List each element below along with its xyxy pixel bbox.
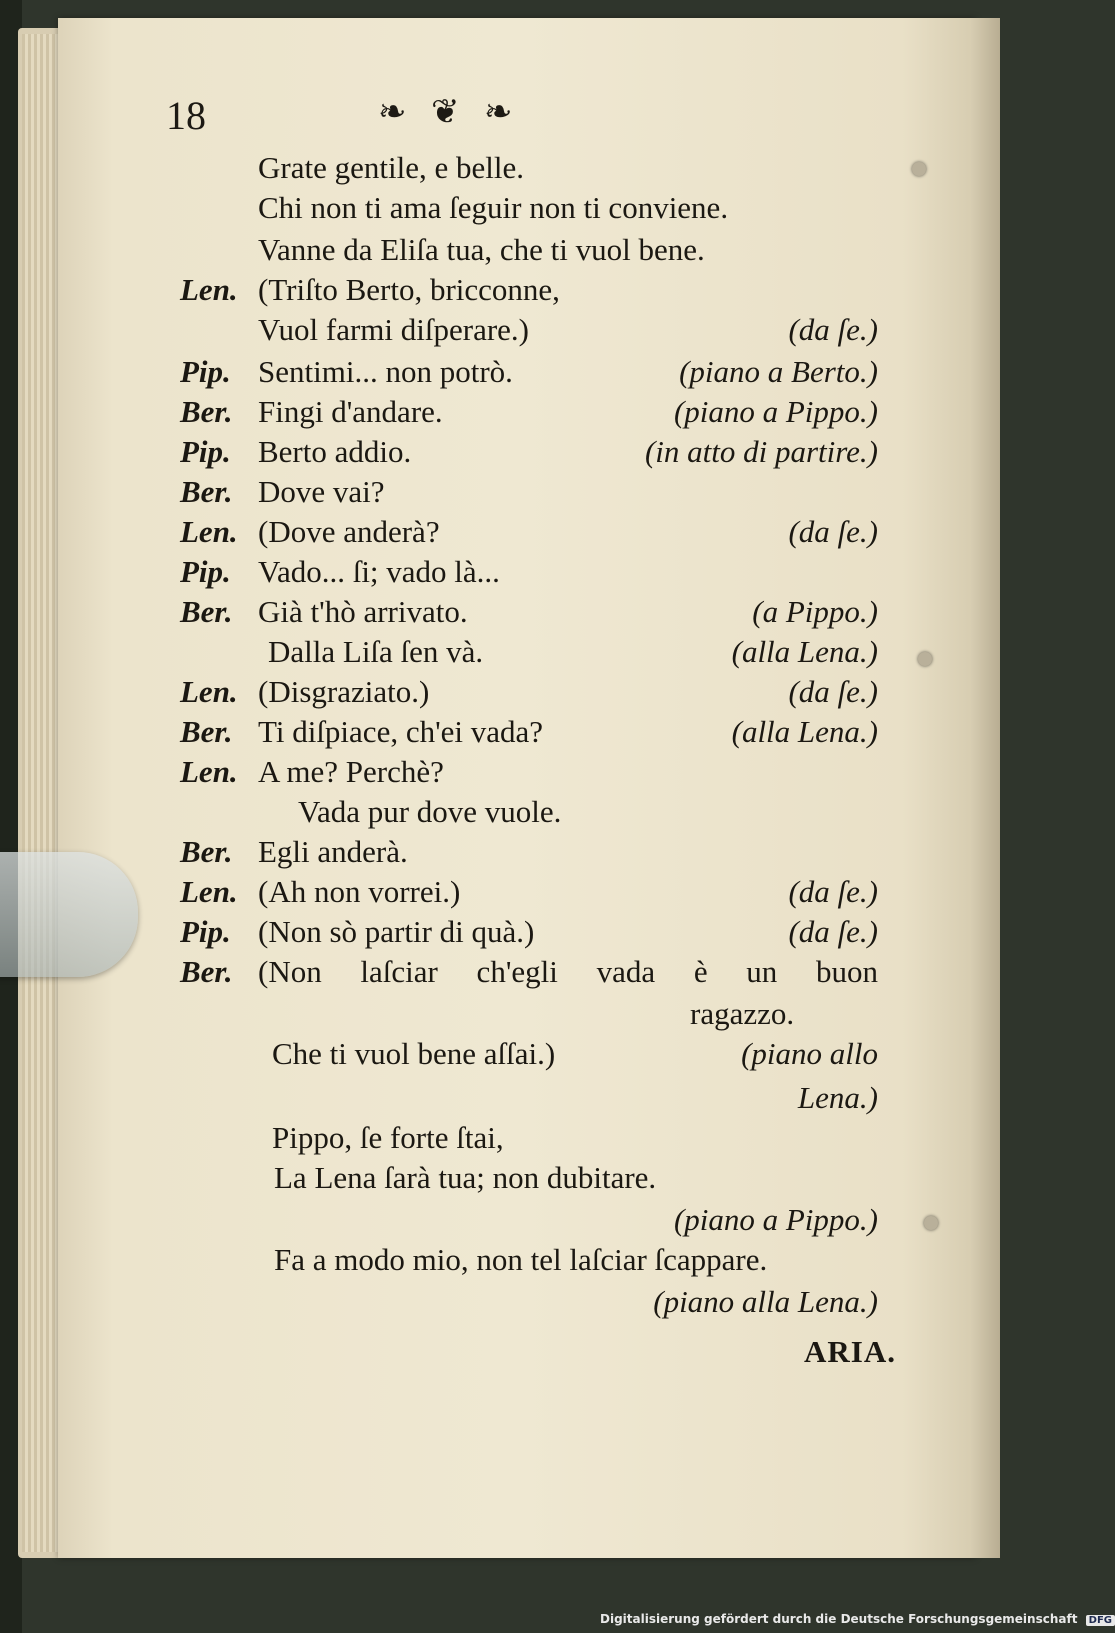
dialogue-line: Grate gentile, e belle. xyxy=(258,150,524,185)
page-clip xyxy=(0,852,138,977)
footer-text: Digitalisierung gefördert durch die Deutsche Forschungsgemeinschaft xyxy=(600,1612,1078,1626)
dialogue-line: Ti diſpiace, ch'ei vada? xyxy=(258,714,544,749)
header-ornament: ❧ ❦ ❧ xyxy=(378,94,521,131)
dialogue-line: (Non sò partir di quà.) xyxy=(258,914,535,949)
speaker-label: Ber. xyxy=(180,394,233,429)
stage-direction: (da ſe.) xyxy=(788,312,878,347)
stage-direction: (alla Lena.) xyxy=(731,634,878,669)
speaker-label: Len. xyxy=(180,272,238,307)
stage-direction: (da ſe.) xyxy=(788,914,878,949)
stage-direction: (piano alla Lena.) xyxy=(653,1284,878,1319)
speaker-label: Pip. xyxy=(180,354,231,389)
dialogue-line: La Lena ſarà tua; non dubitare. xyxy=(274,1160,657,1195)
catchword: ARIA. xyxy=(804,1334,896,1369)
stage-direction: (alla Lena.) xyxy=(731,714,878,749)
dialogue-line: Egli anderà. xyxy=(258,834,408,869)
speaker-label: Len. xyxy=(180,514,238,549)
speaker-label: Pip. xyxy=(180,914,231,949)
speaker-label: Len. xyxy=(180,874,238,909)
dialogue-line: Fingi d'andare. xyxy=(258,394,443,429)
stage-direction: Lena.) xyxy=(797,1080,878,1115)
stage-direction: (piano a Pippo.) xyxy=(673,394,878,429)
dialogue-line: Berto addio. xyxy=(258,434,412,469)
speaker-label: Ber. xyxy=(180,954,233,989)
stage-direction: (in atto di partire.) xyxy=(644,434,878,469)
dialogue-line: (Disgraziato.) xyxy=(258,674,430,709)
dialogue-line: Vanne da Eliſa tua, che ti vuol bene. xyxy=(258,232,705,267)
dialogue-line: Vada pur dove vuole. xyxy=(298,794,562,829)
dialogue-line: Chi non ti ama ſeguir non ti conviene. xyxy=(258,190,729,225)
dialogue-line: Già t'hò arrivato. xyxy=(258,594,468,629)
footer-credit xyxy=(600,1612,1115,1630)
stage-direction: (da ſe.) xyxy=(788,874,878,909)
binding-tack xyxy=(924,1216,938,1230)
dialogue-line: Pippo, ſe forte ſtai, xyxy=(272,1120,504,1155)
dfg-logo: DFG xyxy=(1086,1615,1115,1626)
dialogue-line: (Ah non vorrei.) xyxy=(258,874,461,909)
speaker-label: Pip. xyxy=(180,434,231,469)
dialogue-line: Fa a modo mio, non tel laſciar ſcappare. xyxy=(274,1242,768,1277)
dialogue-line: Vuol farmi diſperare.) xyxy=(258,312,529,347)
speaker-label: Len. xyxy=(180,674,238,709)
dialogue-line: ragazzo. xyxy=(690,996,795,1031)
stage-direction: (da ſe.) xyxy=(788,514,878,549)
stage-direction: (da ſe.) xyxy=(788,674,878,709)
dialogue-line: Che ti vuol bene aſſai.) xyxy=(272,1036,556,1071)
dialogue-line: Sentimi... non potrò. xyxy=(258,354,513,389)
dialogue-line: (Non laſciar ch'egli vada è un buon xyxy=(258,954,878,989)
dialogue-line: Vado... ſi; vado là... xyxy=(258,554,500,589)
dialogue-line: (Triſto Berto, bricconne, xyxy=(258,272,560,307)
speaker-label: Len. xyxy=(180,754,238,789)
speaker-label: Ber. xyxy=(180,474,233,509)
page-gutter xyxy=(970,18,1000,1558)
binding-tack xyxy=(918,652,932,666)
speaker-label: Pip. xyxy=(180,554,231,589)
speaker-label: Ber. xyxy=(180,834,233,869)
speaker-label: Ber. xyxy=(180,714,233,749)
page-number: 18 xyxy=(166,93,206,138)
stage-direction: (piano allo xyxy=(741,1036,878,1071)
stage-direction: (piano a Berto.) xyxy=(679,354,878,389)
binding-tack xyxy=(912,162,926,176)
speaker-label: Ber. xyxy=(180,594,233,629)
dialogue-line: (Dove anderà? xyxy=(258,514,440,549)
dialogue-line: A me? Perchè? xyxy=(258,754,444,789)
dialogue-line: Dove vai? xyxy=(258,474,385,509)
dialogue-line: Dalla Liſa ſen và. xyxy=(268,634,484,669)
stage-direction: (a Pippo.) xyxy=(752,594,878,629)
stage-direction: (piano a Pippo.) xyxy=(673,1202,878,1237)
